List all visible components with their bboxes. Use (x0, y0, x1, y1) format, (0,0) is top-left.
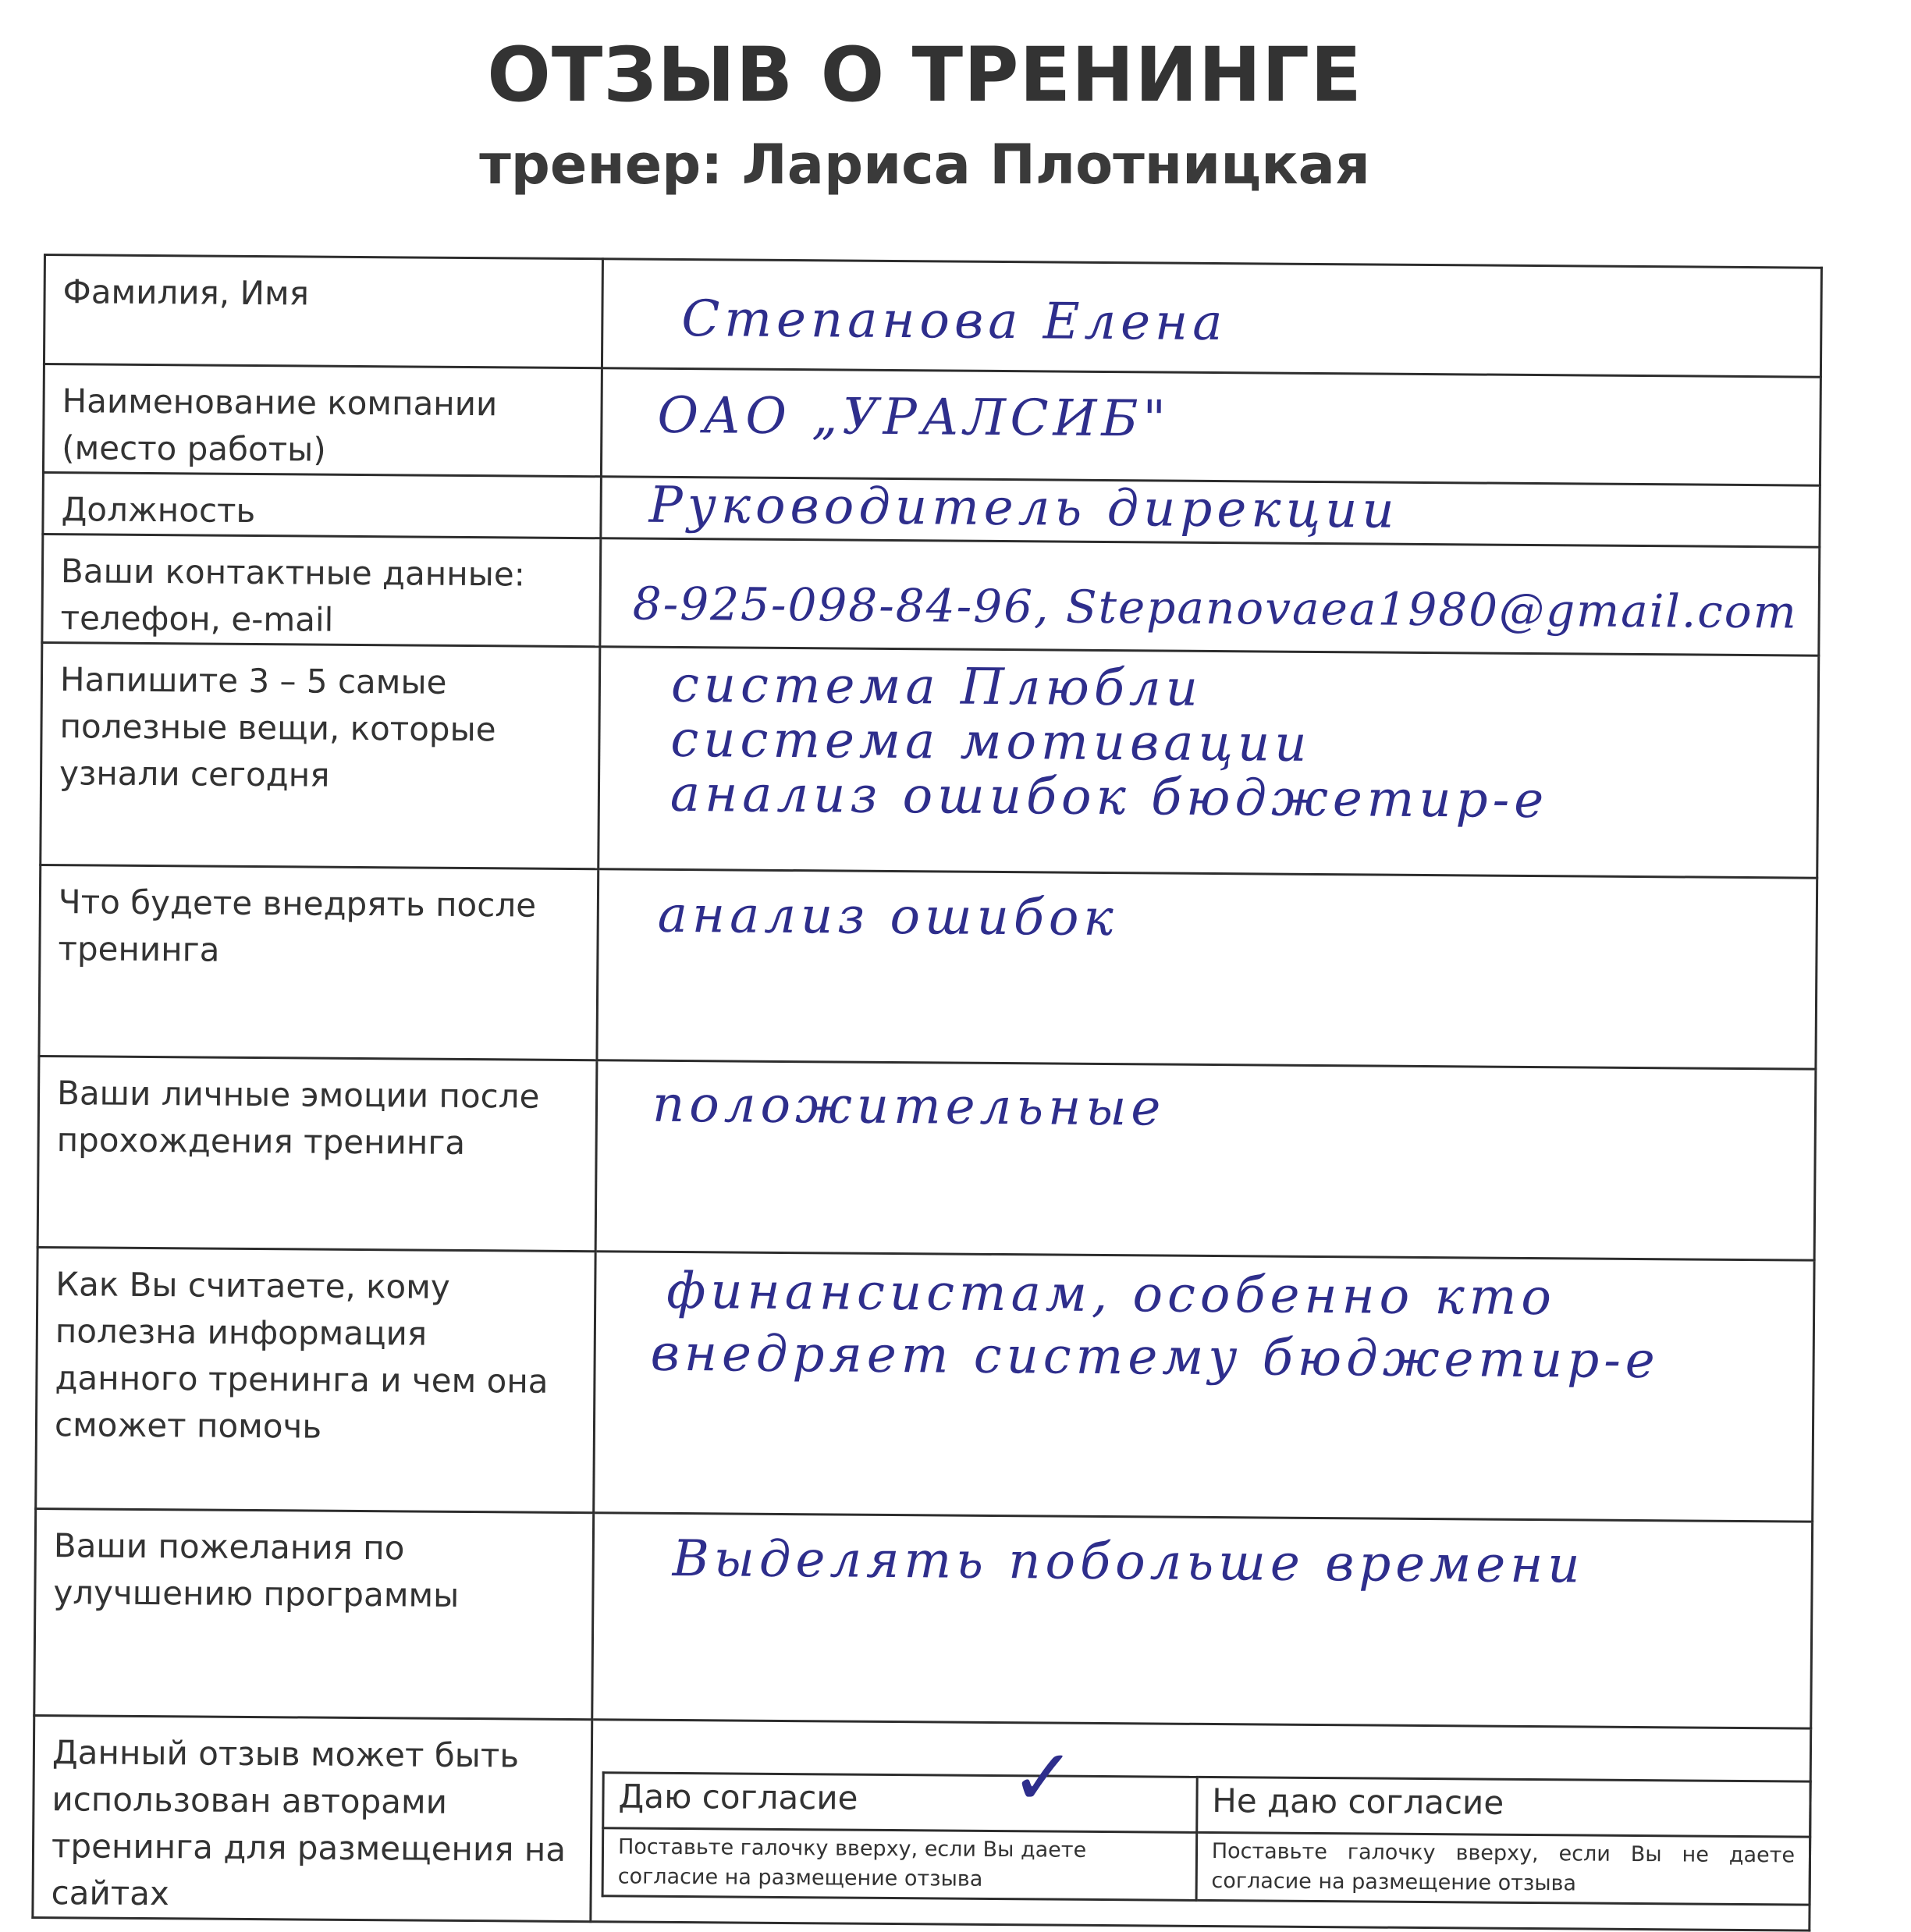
label-emotions: Ваши личные эмоции после прохождения тренинга (37, 1056, 597, 1251)
consent-agree-label: Даю согласие (618, 1777, 858, 1817)
answer-company-field[interactable] (601, 368, 1820, 485)
table-row (43, 364, 1820, 486)
answer-useful-line-1: система Плюбли (670, 655, 1203, 718)
consent-disagree-note: Поставьте галочку вверху, если Вы не даете согласие на размещение отзыва (1196, 1832, 1810, 1905)
label-useful-things: Напишите 3 – 5 самые полезные вещи, которые узнали сегодня (41, 642, 600, 868)
label-wishes: Ваши пожелания по улучшению программы (34, 1508, 594, 1719)
answer-implement-field[interactable] (597, 869, 1817, 1069)
table-row (39, 865, 1817, 1069)
answer-implement-text: анализ ошибок (657, 886, 1118, 948)
label-name: Фамилия, Имя (44, 255, 602, 368)
table-row (33, 1715, 1811, 1930)
answer-emotions-text: положительные (652, 1075, 1166, 1138)
answer-contacts-text: 8-925-098-84-96, Stepanovaea1980@gmail.com (632, 577, 1798, 639)
table-row (36, 1247, 1814, 1522)
consent-disagree-label: Не даю согласие (1212, 1781, 1504, 1822)
answer-name-text: Степанова Елена (681, 289, 1227, 353)
answer-who-benefits-line-2: внедряет систему бюджетир-е (650, 1324, 1660, 1390)
label-implement: Что будете внедрять после тренинга (39, 865, 599, 1060)
table-row (44, 255, 1821, 378)
label-contacts: Ваши контактные данные: телефон, e-mail (42, 534, 601, 647)
answer-position-text: Руководитель дирекции (648, 476, 1399, 540)
table-row (42, 534, 1820, 656)
consent-cell (591, 1720, 1811, 1930)
answer-name-field[interactable] (602, 259, 1821, 377)
label-who-benefits: Как Вы считаете, кому полезна информация данного тренинга и чем она сможет помочь (36, 1247, 595, 1512)
check-mark-icon: ✓ (1010, 1731, 1076, 1824)
table-row (34, 1508, 1813, 1728)
table-row (41, 642, 1819, 878)
answer-wishes-field[interactable] (592, 1513, 1813, 1728)
answer-emotions-field[interactable] (595, 1060, 1816, 1260)
page-title: ОТЗЫВ О ТРЕНИНГЕ (487, 31, 1362, 119)
label-position: Должность (43, 473, 602, 538)
answer-company-text: ОАО „УРАЛСИБ" (657, 386, 1171, 449)
answer-who-benefits-field[interactable] (594, 1252, 1814, 1522)
label-permission: Данный отзыв может быть использован авторами тренинга для размещения на сайтах (33, 1715, 592, 1921)
table-row (37, 1056, 1816, 1260)
feedback-form-table (31, 254, 1823, 1932)
answer-wishes-text: Выделять побольше времени (672, 1529, 1585, 1595)
answer-position-field[interactable] (601, 477, 1820, 547)
answer-useful-line-2: система мотивации (670, 710, 1312, 773)
answer-contacts-field[interactable] (600, 538, 1820, 655)
answer-useful-field[interactable] (599, 647, 1819, 878)
answer-useful-line-3: анализ ошибок бюджетир-е (670, 765, 1549, 830)
answer-who-benefits-line-1: финансистам, особенно кто (666, 1262, 1557, 1327)
consent-disagree-option[interactable] (1196, 1777, 1810, 1837)
consent-agree-note: Поставьте галочку вверху, если Вы даете согласие на размещение отзыва (602, 1828, 1196, 1901)
label-company: Наименование компании (место работы) (43, 364, 602, 477)
consent-agree-option[interactable] (603, 1731, 1197, 1833)
page-subtitle: тренер: Лариса Плотницкая (479, 133, 1370, 197)
